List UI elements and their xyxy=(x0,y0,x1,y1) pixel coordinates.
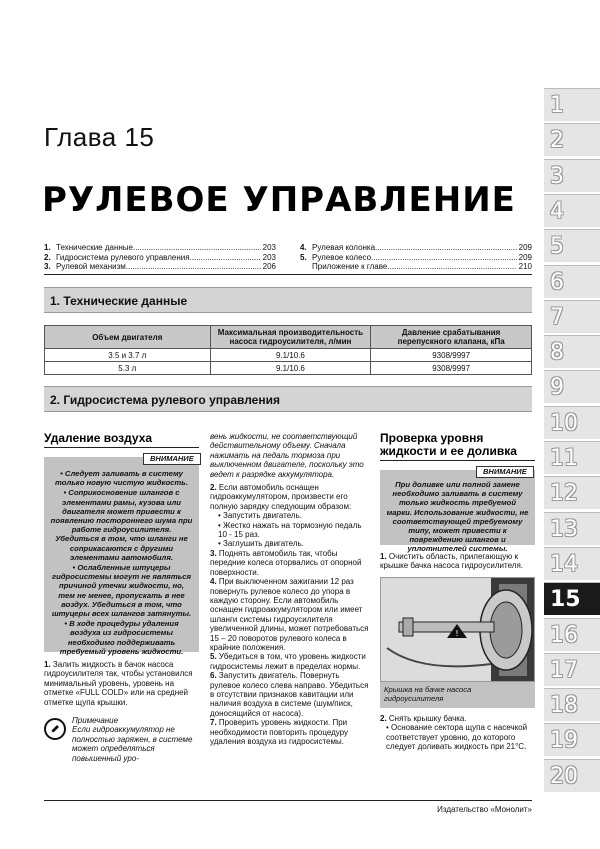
warning-label: ВНИМАНИЕ xyxy=(143,453,201,465)
warning-item: • Ослабленные штуцеры гидросистемы могут не являться причиной утечки жидкости, но, тем не менее, пропускать в нее воздух. Убедиться в том, что штуцеры всех шлангов затянуты. xyxy=(51,563,192,619)
warning-label: ВНИМАНИЕ xyxy=(476,466,534,478)
chapter-tab-1[interactable]: 1 xyxy=(544,88,600,121)
table-cell: 9308/9997 xyxy=(371,362,532,375)
column-2: вень жидкости, не соответствующий действительному объему. Сначала нажимать на педаль тормоза при выключенном двигателе, поскольку это ведет к разрядке аккумулятора. 2. Если автомобиль оснащен гидроаккумулятором, произвести его полную зарядку следующим образом: • Запустить двигатель. • Жестко нажать на тормозную педаль 10 - 15 раз. • Заглушить двигатель. 3. Поднять автомобиль так, чтобы передние колеса оторвались от опорной поверхности. 4. При выключенном зажигании 12 раз повернуть рулевое колесо до упора в каждую сторону. Если автомобиль оснащен гидроаккумулятором или имеет шланги системы гидроусилителя увеличенной длины, может потребоваться 15 – 20 поворотов рулевого колеса в крайние положения. 5. Убедиться в том, что уровень жидкости гидросистемы лежит в пределах нормы. 6. Запустить двигатель. Повернуть рулевое колесо слева направо. Убедиться в отсутствии признаков кавитации или наличия воздуха в системе (шум/писк, доносящийся от насоса). 7. Проверить уровень жидкости. При необходимости повторить процедуру удаления воздуха из гидросистемы. xyxy=(210,432,369,746)
list-item: • Заглушить двигатель. xyxy=(218,539,304,549)
chapter-title: РУЛЕВОЕ УПРАВЛЕНИЕ xyxy=(42,180,516,220)
table-cell: 9308/9997 xyxy=(371,349,532,362)
chapter-tab-3[interactable]: 3 xyxy=(544,159,600,192)
table-cell: 3.5 и 3.7 л xyxy=(45,349,211,362)
chapter-tab-12[interactable]: 12 xyxy=(544,476,600,509)
chapter-tab-18[interactable]: 18 xyxy=(544,688,600,721)
table-header: Давление срабатывания перепускного клапана, кПа xyxy=(371,326,532,349)
toc-entry[interactable]: 3. Рулевой механизм ..... 206 xyxy=(44,262,276,272)
chapter-tab-10[interactable]: 10 xyxy=(544,406,600,439)
illustration-caption: Крышка на бачке насоса гидроусилителя xyxy=(380,682,535,708)
warning-item: • В ходе процедуры удаления воздуха из гидросистемы необходимо поддерживать требуемый уровень жидкости. xyxy=(59,619,184,656)
table-cell: 9.1/10.6 xyxy=(210,349,371,362)
chapter-label: Глава 15 xyxy=(44,122,155,152)
step-paragraph: 2. Снять крышку бачка. • Основание сектора щупа с насечкой соответствует уровню, до которого следует доливать жидкость при 21°C. xyxy=(380,714,535,752)
warning-text: При доливке или полной замене необходимо заливать в систему только жидкость требуемой марки. Использование жидкости, не соответствующей требуемому типу, может привести к повреждению шлангов и уплотнителей системы. xyxy=(386,480,529,554)
reservoir-cap-illustration xyxy=(380,577,535,682)
spec-table xyxy=(44,325,532,375)
toc-entry[interactable]: 5. Рулевое колесо ..... 209 xyxy=(300,253,532,263)
list-item: • Жестко нажать на тормозную педаль 10 - 15 раз. xyxy=(218,520,362,540)
chapter-tab-7[interactable]: 7 xyxy=(544,300,600,333)
divider xyxy=(44,447,199,448)
note-text: Если гидроаккумулятор не полностью заряжен, в системе может определяться повышенный уро- xyxy=(72,725,193,763)
toc-entry[interactable]: 4. Рулевая колонка ..... 209 xyxy=(300,243,532,253)
table-header: Максимальная производительность насоса гидроусилителя, л/мин xyxy=(210,326,371,349)
toc-entry[interactable]: 1. Технические данные ..... 203 xyxy=(44,243,276,253)
chapter-tab-11[interactable]: 11 xyxy=(544,441,600,474)
chapter-tab-14[interactable]: 14 xyxy=(544,547,600,580)
table-row xyxy=(45,362,532,375)
chapter-tab-9[interactable]: 9 xyxy=(544,370,600,403)
toc-entry[interactable]: Приложение к главе ..... 210 xyxy=(300,262,532,272)
subheading-bleeding: Удаление воздуха xyxy=(44,431,153,445)
pencil-icon xyxy=(44,718,66,740)
warning-box xyxy=(380,470,535,554)
divider xyxy=(44,274,532,275)
chapter-tab-8[interactable]: 8 xyxy=(544,335,600,368)
chapter-tab-20[interactable]: 20 xyxy=(544,759,600,792)
table-header-row xyxy=(45,326,532,349)
section-heading-hydraulics: 2. Гидросистема рулевого управления xyxy=(44,386,532,412)
table-cell: 5.3 л xyxy=(45,362,211,375)
section-heading-specs: 1. Технические данные xyxy=(44,287,532,313)
warning-box xyxy=(44,457,199,656)
chapter-tab-5[interactable]: 5 xyxy=(544,229,600,262)
chapter-tab-13[interactable]: 13 xyxy=(544,512,600,545)
warning-item: • Соприкосновение шлангов с элементами рамы, кузова или двигателя может привести к появлению постороннего шума при работе гидроусилителя. Убедиться в том, что шланги не соприкасаются с другими элементами автомобиля. xyxy=(50,488,193,562)
chapter-tab-19[interactable]: 19 xyxy=(544,723,600,756)
svg-text:!: ! xyxy=(455,629,459,638)
step-paragraph: 1. Очистить область, прилегающую к крышке бачка насоса гидроусилителя. xyxy=(380,552,524,571)
table-header: Объем двигателя xyxy=(45,326,211,349)
divider xyxy=(380,460,535,461)
toc-entry[interactable]: 2. Гидросистема рулевого управления ..... 203 xyxy=(44,253,276,263)
subheading-fluid-check: Проверка уровня жидкости и ее доливка xyxy=(380,431,517,458)
toc-right xyxy=(300,243,532,272)
list-item: • Основание сектора щупа с насечкой соответствует уровню, до которого следует доливать жидкость при 21°C. xyxy=(386,723,528,752)
chapter-tab-16[interactable]: 16 xyxy=(544,618,600,651)
chapter-tab-15[interactable]: 15 xyxy=(544,582,600,615)
note xyxy=(72,716,199,763)
table-row xyxy=(45,349,532,362)
step-paragraph: 1. Залить жидкость в бачок насоса гидроусилителя так, чтобы установился минимальный уровень, уровень на отметке «FULL COLD» или на средней отметке щупа крышки. xyxy=(44,660,193,707)
toc-left xyxy=(44,243,276,272)
table-cell: 9.1/10.6 xyxy=(210,362,371,375)
chapter-tab-2[interactable]: 2 xyxy=(544,123,600,156)
chapter-tab-17[interactable]: 17 xyxy=(544,653,600,686)
note-continuation: вень жидкости, не соответствующий действительному объему. Сначала нажимать на педаль тормоза при выключенном двигателе, поскольку это ведет к разрядке аккумулятора. xyxy=(210,432,364,479)
publisher-footer: Издательство «Монолит» xyxy=(437,805,532,814)
chapter-tab-4[interactable]: 4 xyxy=(544,194,600,227)
footer-divider xyxy=(44,800,532,801)
warning-item: • Следует заливать в систему только новую чистую жидкость. xyxy=(55,469,188,488)
chapter-tab-6[interactable]: 6 xyxy=(544,265,600,298)
list-item: • Запустить двигатель. xyxy=(218,511,302,521)
note-title: Примечание xyxy=(72,716,119,725)
